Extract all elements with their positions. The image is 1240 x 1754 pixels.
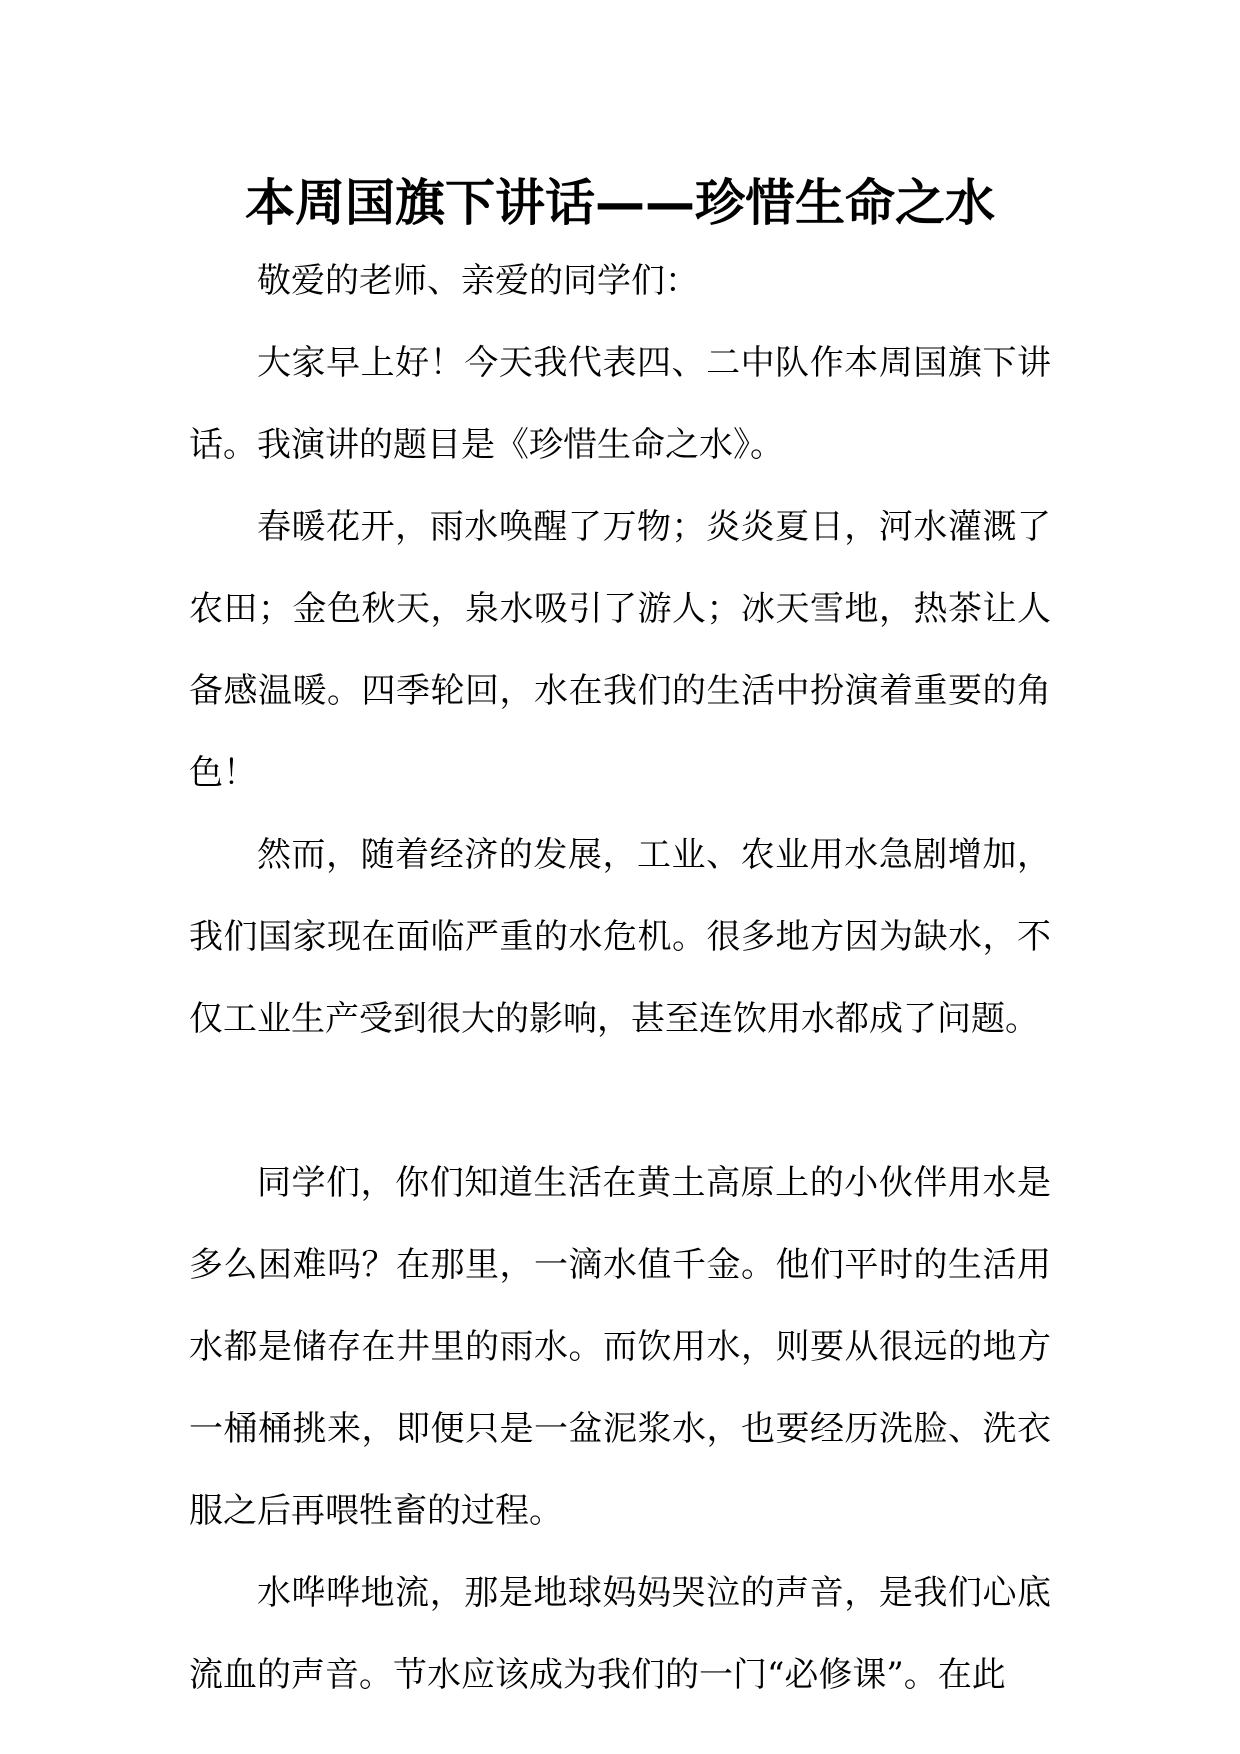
paragraph-water-crisis: 然而，随着经济的发展，工业、农业用水急剧增加，我们国家现在面临严重的水危机。很多地方因为缺水，不仅工业生产受到很大的影响，甚至连饮用水都成了问题。	[189, 835, 1051, 1039]
salutation: 敬爱的老师、亲爱的同学们：	[257, 261, 699, 301]
paragraph-loess-plateau: 同学们，你们知道生活在黄土高原上的小伙伴用水是多么困难吗？在那里，一滴水值千金。他们平时的生活用水都是储存在井里的雨水。而饮用水，则要从很远的地方一桶桶挑来，即便只是一盆泥浆水，也要经历洗脸、洗衣服之后再喂牲畜的过程。	[189, 1163, 1051, 1531]
page-title: 本周国旗下讲话——珍惜生命之水	[245, 174, 995, 232]
paragraph-greeting: 大家早上好！今天我代表四、二中队作本周国旗下讲话。我演讲的题目是《珍惜生命之水》。	[189, 343, 1051, 465]
paragraph-seasons: 春暖花开，雨水唤醒了万物；炎炎夏日，河水灌溉了农田；金色秋天，泉水吸引了游人；冰天雪地，热茶让人备感温暖。四季轮回，水在我们的生活中扮演着重要的角色！	[189, 507, 1051, 793]
document-body	[189, 240, 1051, 1716]
paragraph-save-water: 水哗哗地流，那是地球妈妈哭泣的声音，是我们心底流血的声音。节水应该成为我们的一门“必修课”。在此	[189, 1573, 1051, 1695]
